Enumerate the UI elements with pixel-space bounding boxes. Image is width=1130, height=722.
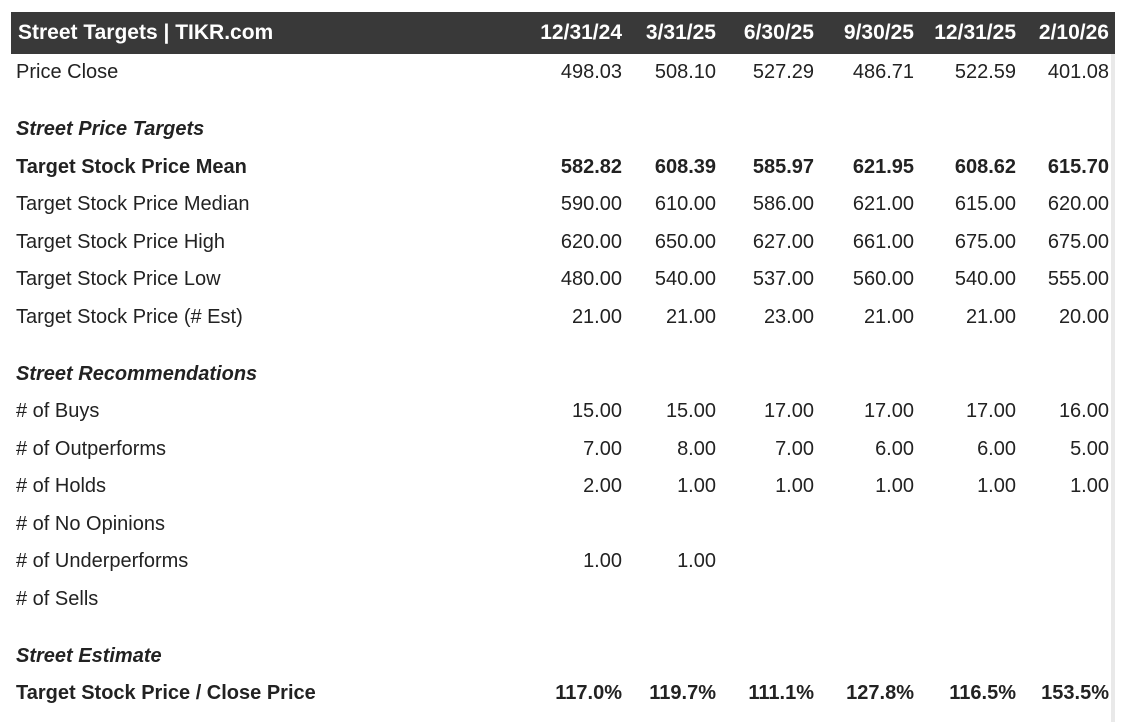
cell-value: 5.00 — [1070, 438, 1109, 460]
cell-value: 1.00 — [1070, 475, 1109, 497]
row-label: # of Sells — [16, 588, 99, 610]
table-header — [11, 12, 1115, 54]
cell-value: 1.00 — [583, 550, 622, 572]
cell-value: 8.00 — [677, 438, 716, 460]
cell-value: 537.00 — [752, 268, 814, 290]
row-label: Target Stock Price (# Est) — [16, 306, 243, 328]
street-targets-table — [11, 12, 1115, 722]
section-heading: Street Price Targets — [16, 118, 205, 140]
cell-value: 661.00 — [852, 231, 914, 253]
cell-value: 1.00 — [677, 550, 716, 572]
column-header-date: 12/31/25 — [934, 21, 1016, 44]
cell-value: 608.39 — [654, 156, 716, 178]
cell-value: 608.62 — [954, 156, 1016, 178]
cell-value: 586.00 — [752, 193, 814, 215]
row-target-close-ratio — [11, 675, 1115, 712]
column-header-date: 3/31/25 — [645, 21, 716, 44]
cell-value: 7.00 — [583, 438, 622, 460]
cell-value: 1.00 — [775, 475, 814, 497]
cell-value: 20.00 — [1058, 306, 1109, 328]
cell-value: 1.00 — [677, 475, 716, 497]
cell-value: 615.70 — [1047, 156, 1109, 178]
row-label: Price Close — [16, 61, 119, 83]
row-label: Target Stock Price / Close Price — [16, 682, 316, 704]
cell-value: 621.95 — [852, 156, 914, 178]
cell-value: 21.00 — [965, 306, 1016, 328]
cell-value: 1.00 — [875, 475, 914, 497]
row-no-opinions — [11, 506, 1115, 543]
row-label: Target Stock Price High — [16, 231, 225, 253]
cell-value: 615.00 — [954, 193, 1016, 215]
section-street-estimate — [11, 638, 1115, 675]
cell-value: 127.8% — [846, 682, 914, 704]
cell-value: 480.00 — [560, 268, 622, 290]
row-target-price-estimates — [11, 299, 1115, 336]
cell-value: 540.00 — [654, 268, 716, 290]
table-title: Street Targets | TIKR.com — [18, 21, 274, 44]
row-label: Target Stock Price Median — [16, 193, 250, 215]
row-target-price-low — [11, 261, 1115, 298]
cell-value: 650.00 — [654, 231, 716, 253]
cell-value: 621.00 — [852, 193, 914, 215]
cell-value: 675.00 — [1047, 231, 1109, 253]
section-street-recommendations — [11, 356, 1115, 393]
cell-value: 401.08 — [1047, 61, 1109, 83]
row-label: # of Outperforms — [16, 438, 167, 460]
cell-value: 21.00 — [863, 306, 914, 328]
cell-value: 590.00 — [560, 193, 622, 215]
section-heading: Street Estimate — [16, 645, 162, 667]
column-header-date: 12/31/24 — [540, 21, 622, 44]
row-label: # of Underperforms — [16, 550, 189, 572]
cell-value: 522.59 — [954, 61, 1016, 83]
row-target-price-median — [11, 186, 1115, 223]
row-label: # of No Opinions — [16, 513, 165, 535]
column-header-date: 2/10/26 — [1038, 21, 1109, 44]
cell-value: 6.00 — [875, 438, 914, 460]
cell-value: 627.00 — [752, 231, 814, 253]
row-underperforms — [11, 543, 1115, 580]
cell-value: 21.00 — [665, 306, 716, 328]
cell-value: 15.00 — [665, 400, 716, 422]
cell-value: 527.29 — [752, 61, 814, 83]
cell-value: 116.5% — [949, 682, 1016, 704]
cell-value: 117.0% — [555, 682, 622, 704]
cell-value: 1.00 — [977, 475, 1016, 497]
cell-value: 582.82 — [560, 156, 622, 178]
cell-value: 486.71 — [852, 61, 914, 83]
cell-value: 555.00 — [1047, 268, 1109, 290]
column-header-date: 6/30/25 — [743, 21, 814, 44]
cell-value: 153.5% — [1041, 682, 1109, 704]
cell-value: 498.03 — [560, 61, 622, 83]
cell-value: 620.00 — [1047, 193, 1109, 215]
cell-value: 15.00 — [571, 400, 622, 422]
row-holds — [11, 468, 1115, 505]
row-label: Target Stock Price Mean — [16, 156, 247, 178]
cell-value: 119.7% — [649, 682, 716, 704]
cell-value: 23.00 — [763, 306, 814, 328]
row-buys — [11, 393, 1115, 430]
column-header-date: 9/30/25 — [843, 21, 914, 44]
row-outperforms — [11, 431, 1115, 468]
section-heading: Street Recommendations — [16, 363, 258, 385]
cell-value: 508.10 — [654, 61, 716, 83]
cell-value: 17.00 — [763, 400, 814, 422]
cell-value: 620.00 — [560, 231, 622, 253]
cell-value: 610.00 — [654, 193, 716, 215]
cell-value: 675.00 — [954, 231, 1016, 253]
cell-value: 111.1% — [748, 682, 814, 704]
cell-value: 585.97 — [752, 156, 814, 178]
cell-value: 540.00 — [954, 268, 1016, 290]
row-target-price-mean — [11, 149, 1115, 186]
cell-value: 2.00 — [583, 475, 622, 497]
cell-value: 560.00 — [852, 268, 914, 290]
row-label: Target Stock Price Low — [16, 268, 221, 290]
cell-value: 7.00 — [775, 438, 814, 460]
cell-value: 21.00 — [571, 306, 622, 328]
cell-value: 17.00 — [863, 400, 914, 422]
row-price-close — [11, 54, 1115, 91]
row-label: # of Buys — [16, 400, 100, 422]
row-target-price-high — [11, 224, 1115, 261]
row-label: # of Holds — [16, 475, 107, 497]
cell-value: 17.00 — [965, 400, 1016, 422]
cell-value: 6.00 — [977, 438, 1016, 460]
section-street-price-targets — [11, 111, 1115, 148]
row-sells — [11, 581, 1115, 618]
cell-value: 16.00 — [1058, 400, 1109, 422]
